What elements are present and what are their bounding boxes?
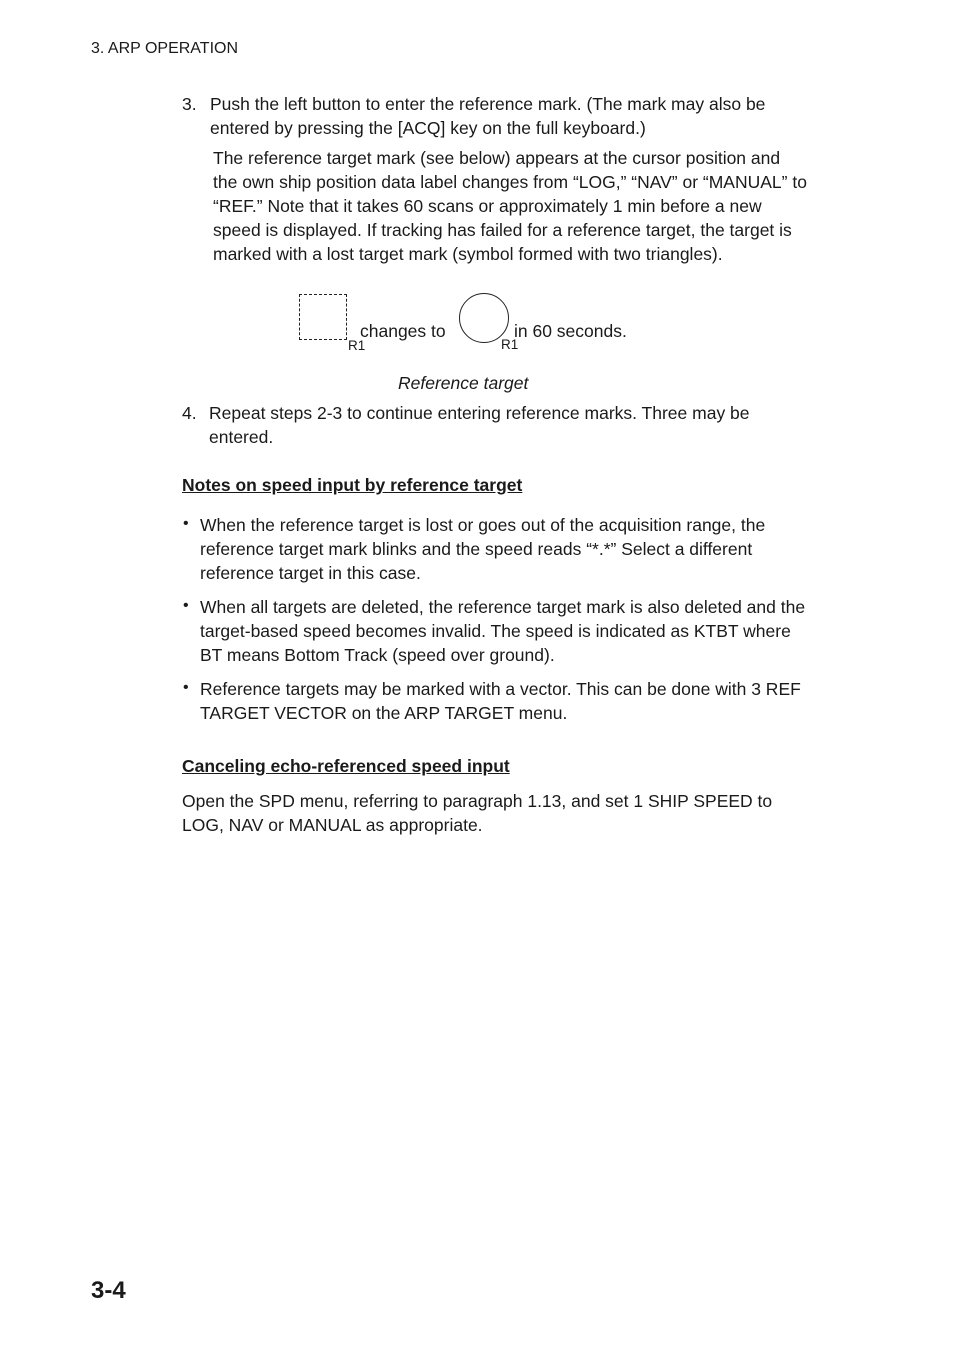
- step-3-line-1: Push the left button to enter the reference mark. (The mark may also be: [210, 94, 766, 114]
- note-3-line-2: TARGET VECTOR on the ARP TARGET menu.: [200, 703, 568, 723]
- running-header: 3. ARP OPERATION: [91, 40, 239, 57]
- step-3-line-2: entered by pressing the [ACQ] key on the full keyboard.): [210, 118, 646, 138]
- step-3-detail-line-5: marked with a lost target mark (symbol formed with two triangles).: [213, 244, 723, 264]
- bullet-3-symbol: •: [183, 679, 189, 696]
- reference-mark-dashed-square: [299, 294, 347, 340]
- step-number-4: 4.: [182, 403, 197, 423]
- step-number-3: 3.: [182, 94, 197, 114]
- canceling-heading: Canceling echo-referenced speed input: [182, 756, 510, 776]
- note-3-line-1: Reference targets may be marked with a vector. This can be done with 3 REF: [200, 679, 801, 699]
- step-3-detail-line-1: The reference target mark (see below) appears at the cursor position and: [213, 148, 781, 168]
- note-1-line-1: When the reference target is lost or goes out of the acquisition range, the: [200, 515, 766, 535]
- note-2-line-1: When all targets are deleted, the reference target mark is also deleted and the: [200, 597, 806, 617]
- step-4-line-2: entered.: [209, 427, 274, 447]
- step-3-detail-line-4: speed is displayed. If tracking has failed for a reference target, the target is: [213, 220, 792, 240]
- figure-caption: Reference target: [398, 373, 529, 393]
- canceling-line-1: Open the SPD menu, referring to paragraph 1.13, and set 1 SHIP SPEED to: [182, 791, 773, 811]
- figure-after-text: in 60 seconds.: [514, 321, 627, 341]
- reference-mark-circle: [459, 293, 509, 343]
- note-2-line-2: target-based speed becomes invalid. The speed is indicated as KTBT where: [200, 621, 791, 641]
- step-3-detail-line-3: “REF.” Note that it takes 60 scans or approximately 1 min before a new: [213, 196, 762, 216]
- bullet-1-symbol: •: [183, 515, 189, 532]
- step-4-line-1: Repeat steps 2-3 to continue entering reference marks. Three may be: [209, 403, 750, 423]
- notes-heading: Notes on speed input by reference target: [182, 475, 523, 495]
- canceling-line-2: LOG, NAV or MANUAL as appropriate.: [182, 815, 483, 835]
- figure-changes-to: changes to: [360, 321, 446, 341]
- bullet-2-symbol: •: [183, 597, 189, 614]
- note-1-line-3: reference target in this case.: [200, 563, 421, 583]
- note-2-line-3: BT means Bottom Track (speed over ground).: [200, 645, 555, 665]
- note-1-line-2: reference target mark blinks and the speed reads “*.*” Select a different: [200, 539, 753, 559]
- mark-label-r1-after: R1: [501, 337, 519, 352]
- mark-label-r1-before: R1: [348, 338, 366, 353]
- page-number: 3-4: [91, 1277, 126, 1304]
- step-3-detail-line-2: the own ship position data label changes from “LOG,” “NAV” or “MANUAL” to: [213, 172, 807, 192]
